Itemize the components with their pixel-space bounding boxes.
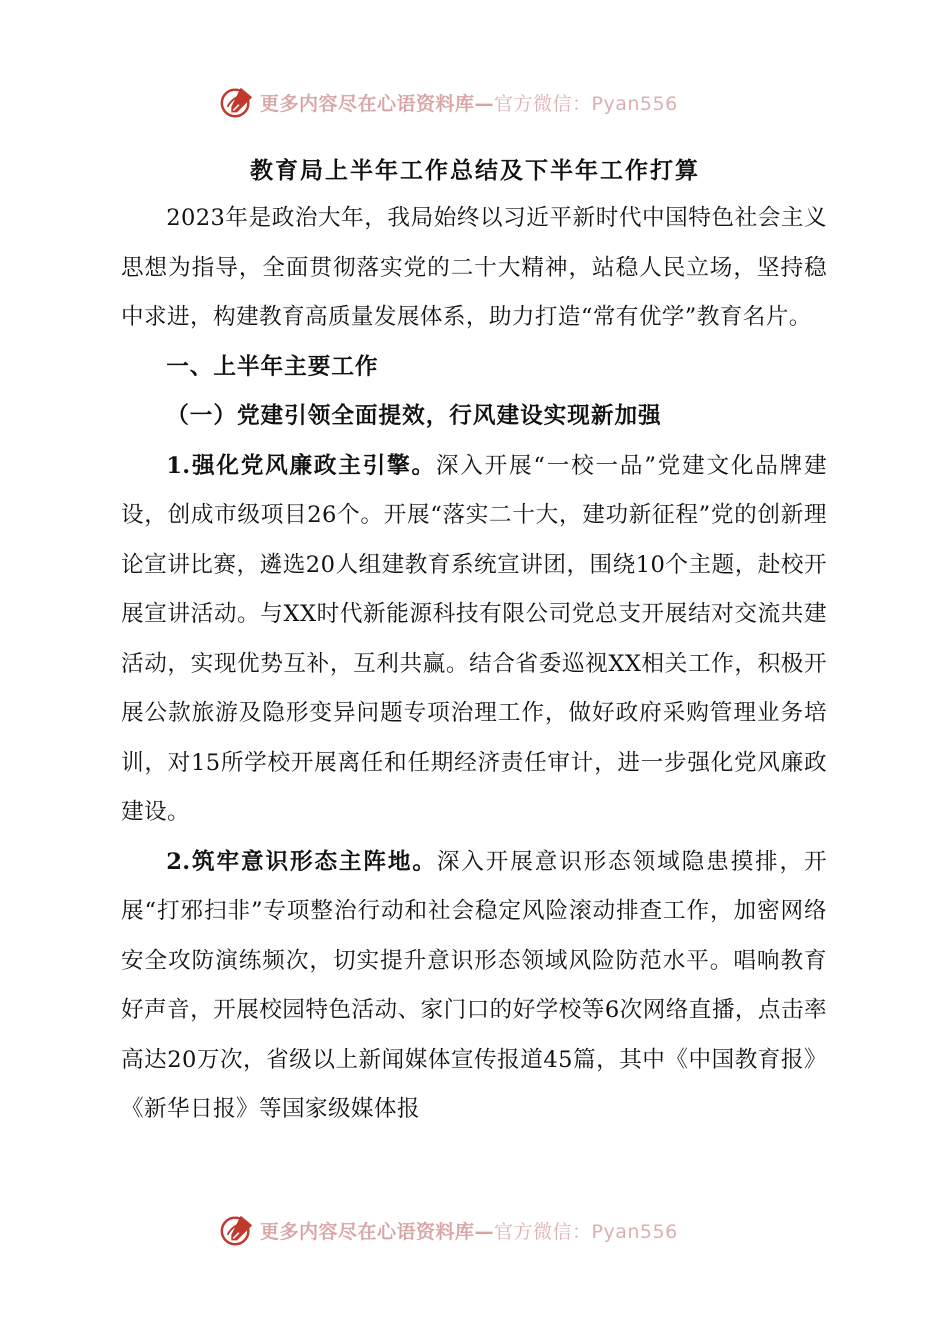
- watermark-wechat: 官方微信：Pyan556: [494, 92, 678, 115]
- item-paragraph-2: [121, 838, 827, 1135]
- watermark-dash: —: [474, 1220, 495, 1243]
- watermark-text: [260, 89, 678, 116]
- item-body-2: 深入开展意识形态领域隐患摸排，开展“打邪扫非”专项整治行动和社会稳定风险滚动排查工作，加密网络安全攻防演练频次，切实提升意识形态领域风险防范水平。唱响教育好声音，开展校园特色活动、家门口的好学校等6次网络直播，点击率高达20万次，省级以上新闻媒体宣传报道45篇，其中《中国教育报》《新华日报》等国家级媒体报: [121, 848, 828, 1122]
- pen-logo-icon: [218, 1212, 256, 1248]
- pen-logo-icon: [218, 84, 256, 120]
- item-body-1: 深入开展“一校一品”党建文化品牌建设，创成市级项目26个。开展“落实二十大，建功新征程”党的创新理论宣讲比赛，遴选20人组建教育系统宣讲团，围绕10个主题，赴校开展宣讲活动。与XX时代新能源科技有限公司党总支开展结对交流共建活动，实现优势互补，互利共赢。结合省委巡视XX相关工作，积极开展公款旅游及隐形变异问题专项治理工作，做好政府采购管理业务培训，对15所学校开展离任和任期经济责任审计，进一步强化党风廉政建设。: [121, 452, 827, 825]
- watermark-dash: —: [474, 92, 495, 115]
- item-title-2: 2.筑牢意识形态主阵地。: [166, 848, 437, 875]
- item-title-1: 1.强化党风廉政主引擎。: [166, 452, 436, 479]
- watermark-brand: 更多内容尽在心语资料库: [260, 92, 475, 115]
- watermark-banner-top: [218, 84, 678, 120]
- document-body: [121, 194, 827, 1135]
- subsection-heading-1: （一）党建引领全面提效，行风建设实现新加强: [166, 403, 662, 429]
- watermark-brand: 更多内容尽在心语资料库: [260, 1220, 475, 1243]
- watermark-text: [260, 1217, 678, 1244]
- intro-paragraph: 2023年是政治大年，我局始终以习近平新时代中国特色社会主义思想为指导，全面贯彻落实党的二十大精神，站稳人民立场，坚持稳中求进，构建教育高质量发展体系，助力打造“常有优学”教育名片。: [121, 205, 827, 330]
- section-heading-1: 一、上半年主要工作: [166, 353, 379, 380]
- item-paragraph-1: [121, 442, 827, 838]
- watermark-wechat: 官方微信：Pyan556: [494, 1220, 678, 1243]
- watermark-banner-bottom: [218, 1212, 678, 1248]
- document-title: 教育局上半年工作总结及下半年工作打算: [250, 157, 700, 184]
